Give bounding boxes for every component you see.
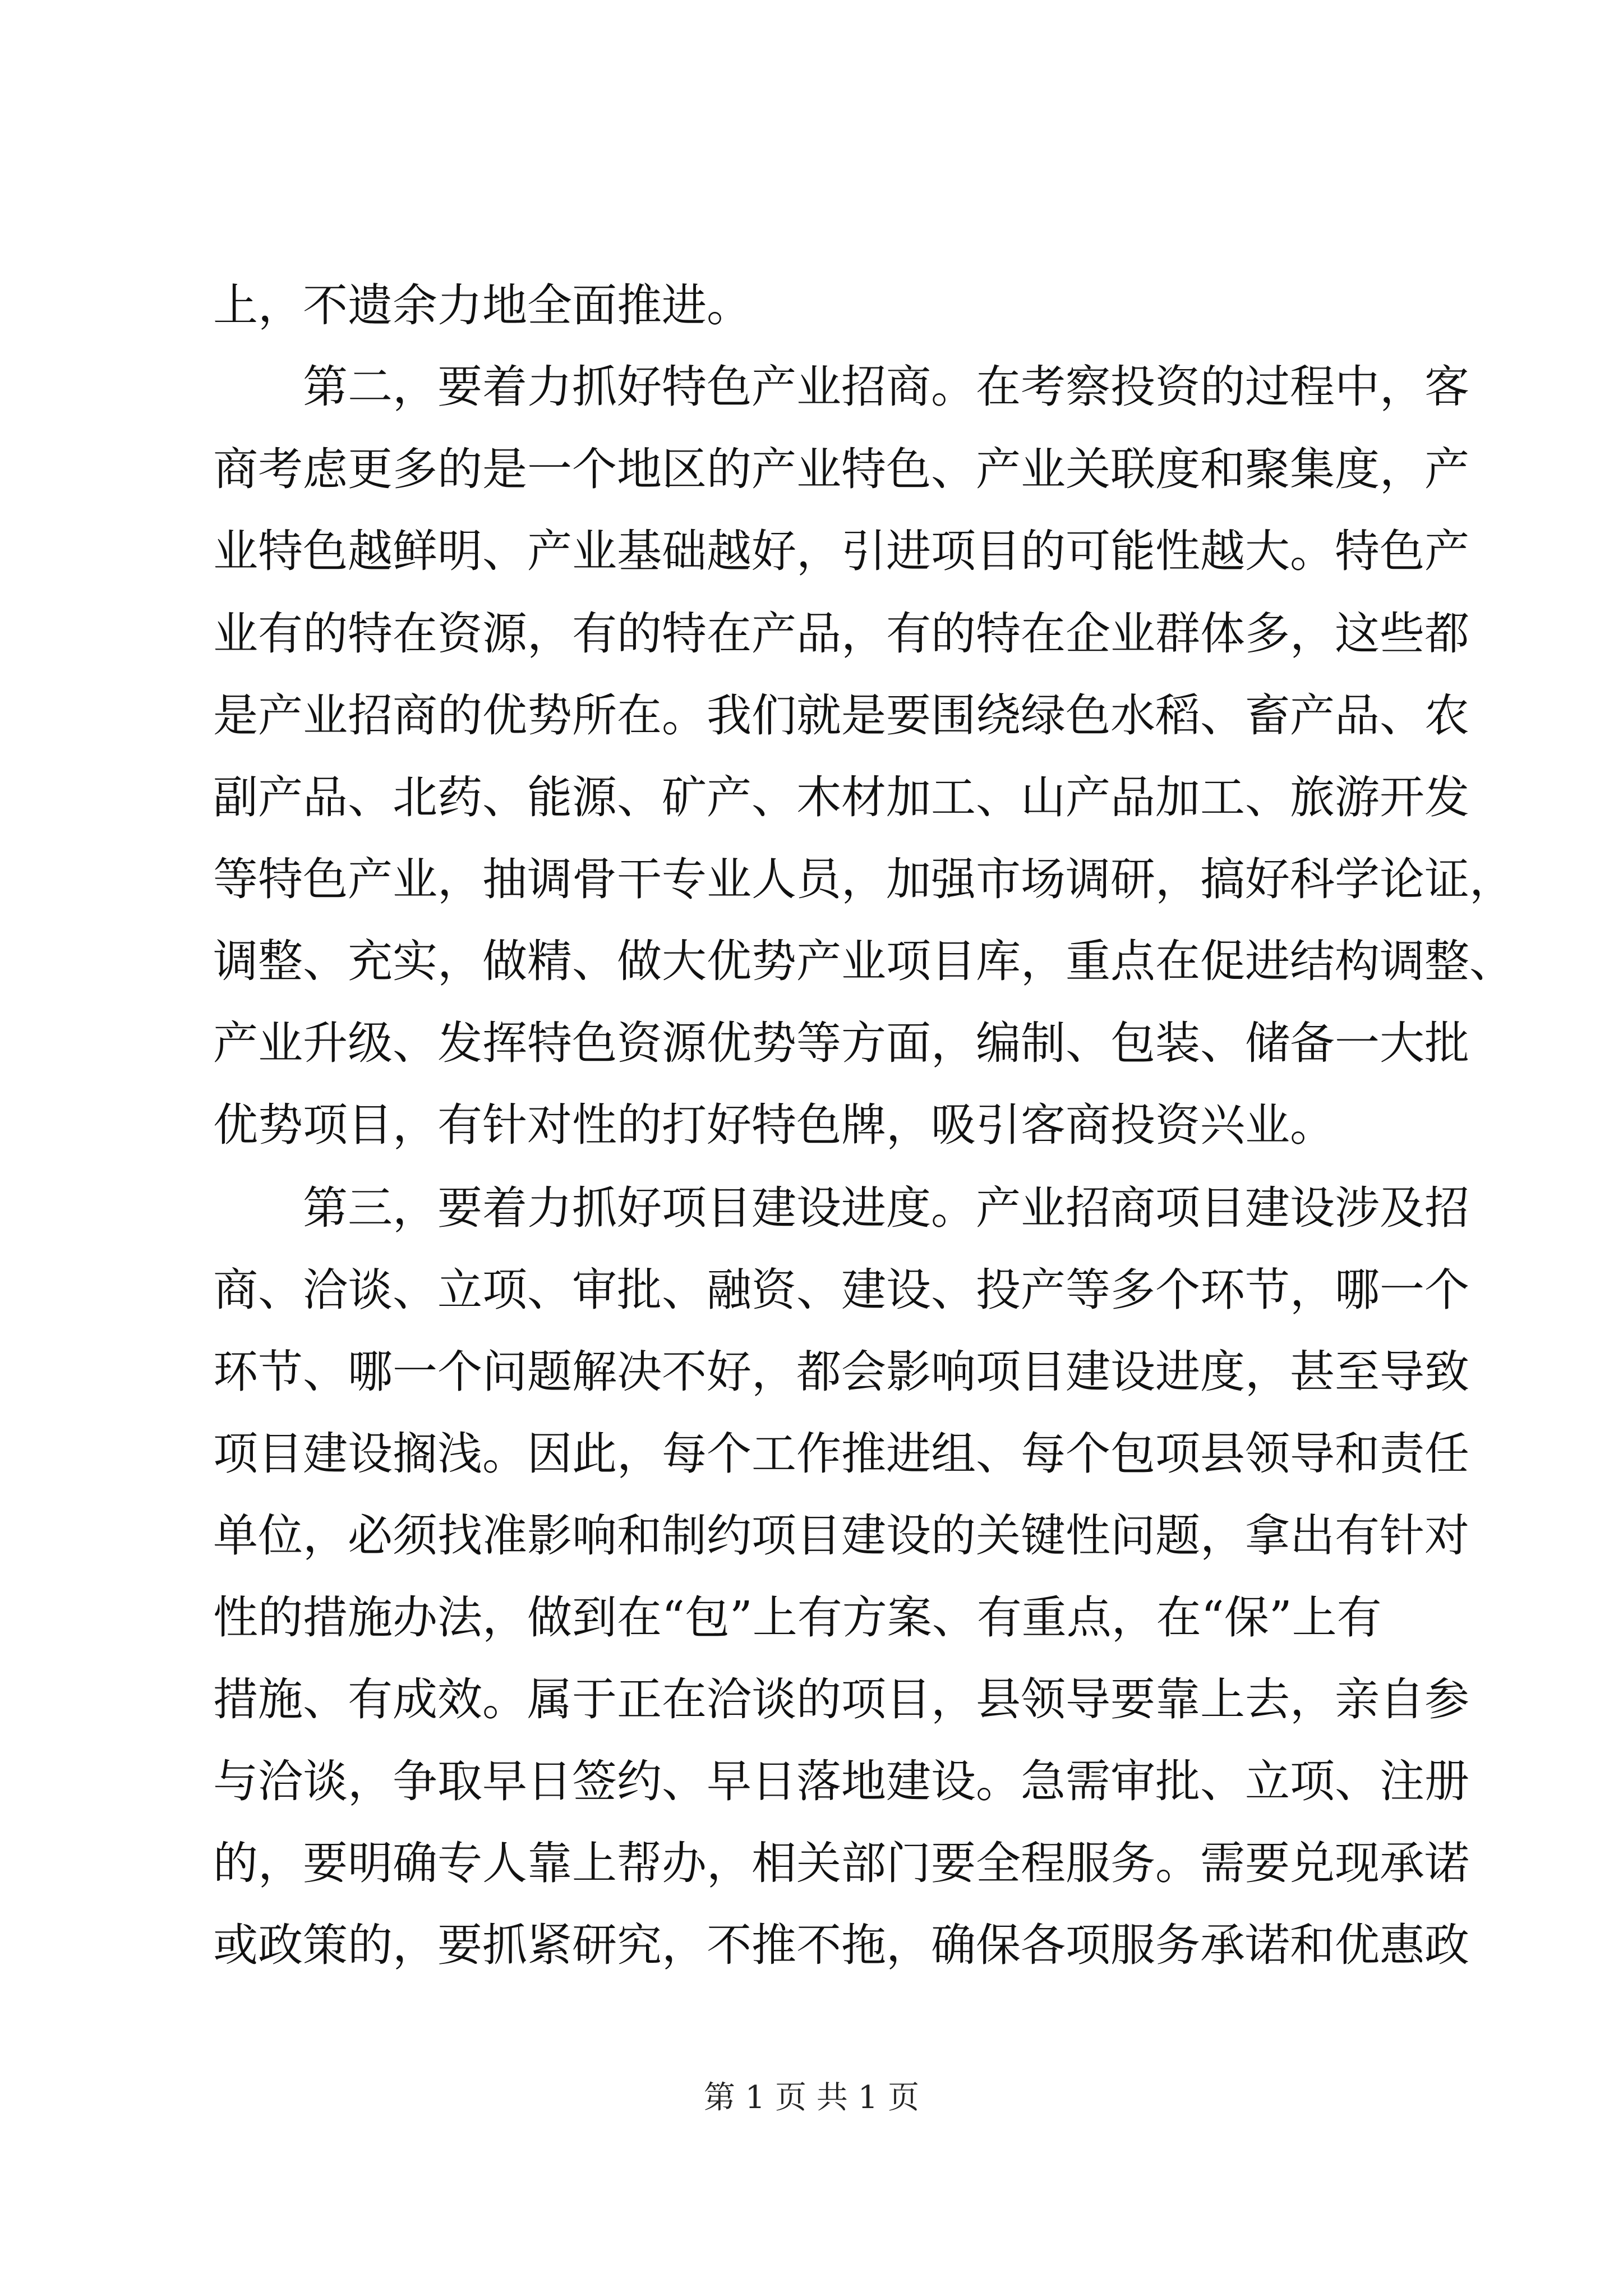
text-line: 是产业招商的优势所在。我们就是要围绕绿色水稻、畜产品、农 bbox=[213, 689, 1469, 742]
page-number-footer: 第 1 页 共 1 页 bbox=[703, 2079, 920, 2116]
text-line: 环节、哪一个问题解决不好，都会影响项目建设进度，甚至导致 bbox=[213, 1346, 1469, 1398]
text-line: 调整、充实，做精、做大优势产业项目库，重点在促进结构调整、 bbox=[213, 935, 1514, 987]
text-line: 副产品、北药、能源、矿产、木材加工、山产品加工、旅游开发 bbox=[213, 771, 1469, 823]
text-line: 等特色产业，抽调骨干专业人员，加强市场调研，搞好科学论证， bbox=[213, 853, 1514, 905]
text-line: 优势项目，有针对性的打好特色牌，吸引客商投资兴业。 bbox=[213, 1099, 1335, 1151]
text-line: 业特色越鲜明、产业基础越好，引进项目的可能性越大。特色产 bbox=[213, 525, 1469, 577]
text-line: 项目建设搁浅。因此，每个工作推进组、每个包项县领导和责任 bbox=[213, 1428, 1469, 1480]
text-line: 产业升级、发挥特色资源优势等方面，编制、包装、储备一大批 bbox=[213, 1017, 1469, 1069]
text-line: 或政策的，要抓紧研究，不推不拖，确保各项服务承诺和优惠政 bbox=[213, 1919, 1469, 1971]
text-line: 措施、有成效。属于正在洽谈的项目，县领导要靠上去，亲自参 bbox=[213, 1673, 1469, 1726]
text-line: 性的措施办法，做到在“包”上有方案、有重点，在“保”上有 bbox=[213, 1591, 1382, 1644]
text-line: 单位，必须找准影响和制约项目建设的关键性问题，拿出有针对 bbox=[213, 1510, 1469, 1562]
text-line: 商考虑更多的是一个地区的产业特色、产业关联度和聚集度，产 bbox=[213, 443, 1469, 495]
text-line: 业有的特在资源，有的特在产品，有的特在企业群体多，这些都 bbox=[213, 608, 1469, 660]
text-line: 第二，要着力抓好特色产业招商。在考察投资的过程中，客 bbox=[213, 361, 1469, 413]
text-line: 的，要明确专人靠上帮办，相关部门要全程服务。需要兑现承诺 bbox=[213, 1837, 1469, 1889]
text-line: 与洽谈，争取早日签约、早日落地建设。急需审批、立项、注册 bbox=[213, 1755, 1469, 1807]
text-line: 第三，要着力抓好项目建设进度。产业招商项目建设涉及招 bbox=[213, 1182, 1469, 1234]
text-line: 商、洽谈、立项、审批、融资、建设、投产等多个环节，哪一个 bbox=[213, 1264, 1469, 1316]
text-line: 上，不遗余力地全面推进。 bbox=[213, 279, 751, 332]
